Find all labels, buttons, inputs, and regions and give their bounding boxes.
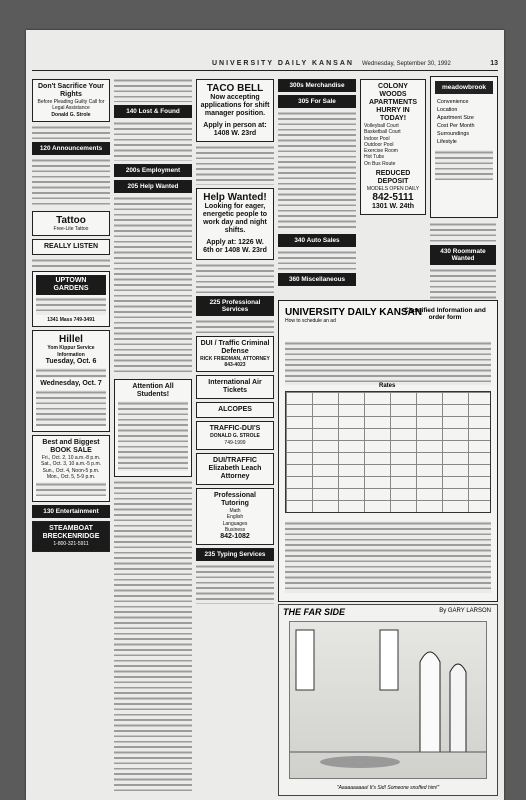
column-4	[278, 76, 356, 300]
section-header-misc: 360 Miscellaneous	[278, 273, 356, 286]
amenity: Exercise Room	[364, 148, 398, 155]
masthead-date: Wednesday, September 30, 1992	[362, 61, 451, 67]
section-header-merchandise: 300s Merchandise	[278, 79, 356, 92]
amenity: Outdoor Pool	[364, 141, 394, 148]
ad-subtitle: Yom Kippur Service Information	[47, 345, 95, 358]
ad-title: TRAFFIC-DUI'S	[209, 425, 261, 433]
text-block	[114, 121, 192, 161]
ad-line: English	[226, 514, 244, 521]
ad-address: 1301 W. 24th	[371, 203, 415, 211]
text-block	[114, 196, 192, 376]
ad-title: UPTOWN GARDENS	[36, 275, 106, 295]
section-header-help-wanted: 205 Help Wanted	[114, 180, 192, 193]
ad-title: STEAMBOAT	[49, 525, 93, 533]
listen-ad	[32, 239, 110, 255]
list-item: Location	[437, 107, 458, 113]
book-sale-ad	[32, 435, 110, 502]
text-block	[36, 482, 106, 496]
list-item: Cost Per Month	[437, 123, 475, 129]
column-5	[360, 76, 426, 298]
ad-title: Attention All Students!	[132, 383, 174, 399]
ad-phone: 749-1999	[224, 439, 246, 446]
text-block	[196, 263, 274, 293]
ad-line: Languages	[222, 520, 248, 527]
text-block	[278, 111, 356, 231]
ad-title: Tattoo	[56, 214, 86, 226]
ad-title: Now accepting applications for shift manager position.	[200, 94, 270, 118]
text-block	[196, 145, 274, 185]
dui-defense-ad	[196, 336, 274, 373]
ad-body: Looking for eager, energetic people to work day and night shifts.	[202, 203, 268, 235]
ski-trip-ad	[32, 521, 110, 551]
text-block	[32, 125, 110, 139]
comic-caption: "Aaaaaaaaaa! It's Sid! Someone snuffed him!"	[336, 785, 440, 791]
amenity: Hot Tubs	[364, 154, 385, 161]
meadowbrook-ad	[430, 76, 498, 218]
amenity: Indoor Pool	[364, 135, 390, 142]
text-block	[32, 258, 110, 268]
text-block	[36, 297, 106, 315]
section-header-typing: 235 Typing Services	[196, 548, 274, 561]
masthead-title: UNIVERSITY DAILY KANSAN	[212, 60, 354, 67]
comic-illustration	[289, 621, 487, 779]
newspaper-page	[26, 30, 504, 800]
ad-line: Math	[229, 508, 241, 515]
ad-phone: 1-800-321-5911	[53, 541, 89, 548]
section-header-entertainment: 130 Entertainment	[32, 505, 110, 518]
meadowbrook-list	[431, 98, 497, 146]
ad-address: Apply at: 1226 W. 6th or 1408 W. 23rd	[203, 239, 267, 255]
text-block	[430, 222, 496, 242]
ad-name: RICK FRIEDMAN, ATTORNEY 843-4023	[200, 355, 270, 368]
section-header-for-sale: 305 For Sale	[278, 95, 356, 108]
ad-line: Business	[224, 526, 246, 533]
legal-rights-ad	[32, 79, 110, 122]
page-number: 13	[490, 60, 498, 67]
amenity: Volleyball Court	[364, 123, 399, 130]
section-header-auto-sales: 340 Auto Sales	[278, 234, 356, 247]
rates-grid	[285, 391, 491, 513]
form-fields	[285, 521, 491, 593]
amenity: Basketball Court	[364, 129, 401, 136]
ad-title: Best and Biggest BOOK SALE	[42, 439, 100, 455]
list-item: Convenience	[437, 99, 469, 105]
ad-title: Don't Sacrifice Your Rights	[38, 83, 104, 99]
list-item: Lifestyle	[437, 139, 457, 145]
masthead	[32, 60, 498, 71]
ad-title: Hillel	[59, 334, 83, 346]
ad-line: Sat., Oct. 3, 10 a.m.-5 p.m.	[40, 461, 102, 468]
column-3	[196, 76, 274, 794]
text-block	[36, 368, 106, 378]
attention-students-ad	[114, 379, 192, 477]
comic-title: THE FAR SIDE	[283, 607, 346, 617]
text-block	[36, 390, 106, 426]
ad-title: REALLY LISTEN	[43, 243, 99, 251]
uptown-gardens-ad	[32, 271, 110, 327]
text-block	[196, 319, 274, 333]
ad-title: ALCOPES	[218, 406, 252, 414]
hillel-ad	[32, 330, 110, 432]
ad-name: Donald G. Strole	[51, 111, 91, 118]
ad-address: Apply in person at: 1408 W. 23rd	[203, 122, 267, 138]
colony-woods-ad	[360, 79, 426, 215]
elizabeth-leach-ad	[196, 453, 274, 485]
tattoo-ad	[32, 211, 110, 236]
text-block	[114, 78, 192, 102]
section-header-employment: 200s Employment	[114, 164, 192, 177]
section-header-roommate: 430 Roommate Wanted	[430, 245, 496, 265]
comic-drawing	[290, 622, 486, 778]
form-subtitle: How to schedule an ad	[285, 318, 336, 324]
ad-subtitle: Before Pleading Guilty Call for Legal Assistance	[37, 99, 105, 112]
text-block	[32, 158, 110, 208]
ad-phone: 1341 Mass 749-3491	[47, 317, 95, 324]
tutoring-ad	[196, 488, 274, 545]
ad-line: MODELS OPEN DAILY	[366, 186, 420, 193]
ad-title: BRECKENRIDGE	[42, 533, 100, 541]
classified-order-form	[278, 300, 498, 602]
form-info: Classified Information and order form	[404, 307, 486, 321]
comic-author: By GARY LARSON	[439, 608, 491, 614]
ad-line: Sun., Oct. 4, Noon-5 p.m.	[42, 467, 100, 474]
ad-offer: REDUCED DEPOSIT	[375, 169, 411, 186]
section-header-lost-found: 140 Lost & Found	[114, 105, 192, 118]
text-block	[114, 480, 192, 794]
list-item: Apartment Size	[437, 115, 474, 121]
form-title-text: UNIVERSITY DAILY KANSAN	[285, 307, 423, 318]
amenity: On Bus Route	[364, 160, 396, 167]
text-block	[278, 250, 356, 270]
traffic-dui-ad	[196, 421, 274, 450]
ad-line: Fri., Oct. 2, 10 a.m.-8 p.m.	[41, 455, 101, 462]
ad-name: DONALD G. STROLE	[210, 433, 260, 440]
ad-title: COLONY WOODS APARTMENTS	[368, 83, 418, 107]
alcopes-ad	[196, 402, 274, 418]
ad-title: Help Wanted!	[203, 192, 267, 204]
column-1	[32, 76, 110, 794]
far-side-comic	[278, 604, 498, 796]
taco-bell-help-ad	[196, 188, 274, 259]
ad-name: Elizabeth Leach Attorney	[208, 464, 262, 480]
taco-bell-manager-ad	[196, 79, 274, 142]
ad-phone: 842-1082	[220, 533, 250, 541]
ad-title: Professional Tutoring	[213, 491, 256, 507]
rates-label: Rates	[379, 383, 396, 389]
text-block	[118, 401, 188, 471]
form-instructions	[285, 341, 491, 385]
text-block	[435, 150, 493, 180]
taco-bell-logo: TACO BELL	[206, 83, 264, 94]
section-header-professional-services: 225 Professional Services	[196, 296, 274, 316]
list-item: Surroundings	[437, 131, 470, 137]
ad-phone: 842-5111	[372, 192, 414, 204]
column-2	[114, 76, 192, 794]
meadowbrook-logo: meadowbrook	[435, 81, 493, 94]
air-tickets-ad	[196, 375, 274, 399]
ad-title: DUI / Traffic Criminal Defense	[200, 339, 270, 355]
section-header-announcements: 120 Announcements	[32, 142, 110, 155]
ad-date: Wednesday, Oct. 7	[40, 380, 102, 388]
ad-title: International Air Tickets	[208, 379, 262, 395]
column-6-lower	[430, 220, 496, 310]
ad-line: Mon., Oct. 5, 5-9 p.m.	[46, 473, 96, 480]
ad-subtitle: HURRY IN TODAY!	[376, 107, 410, 123]
ad-subtitle: Free-Lite Tattoo	[53, 225, 89, 232]
ad-date: Tuesday, Oct. 6	[45, 357, 97, 365]
text-block	[196, 564, 274, 604]
ad-title: DUI/TRAFFIC	[213, 456, 257, 464]
